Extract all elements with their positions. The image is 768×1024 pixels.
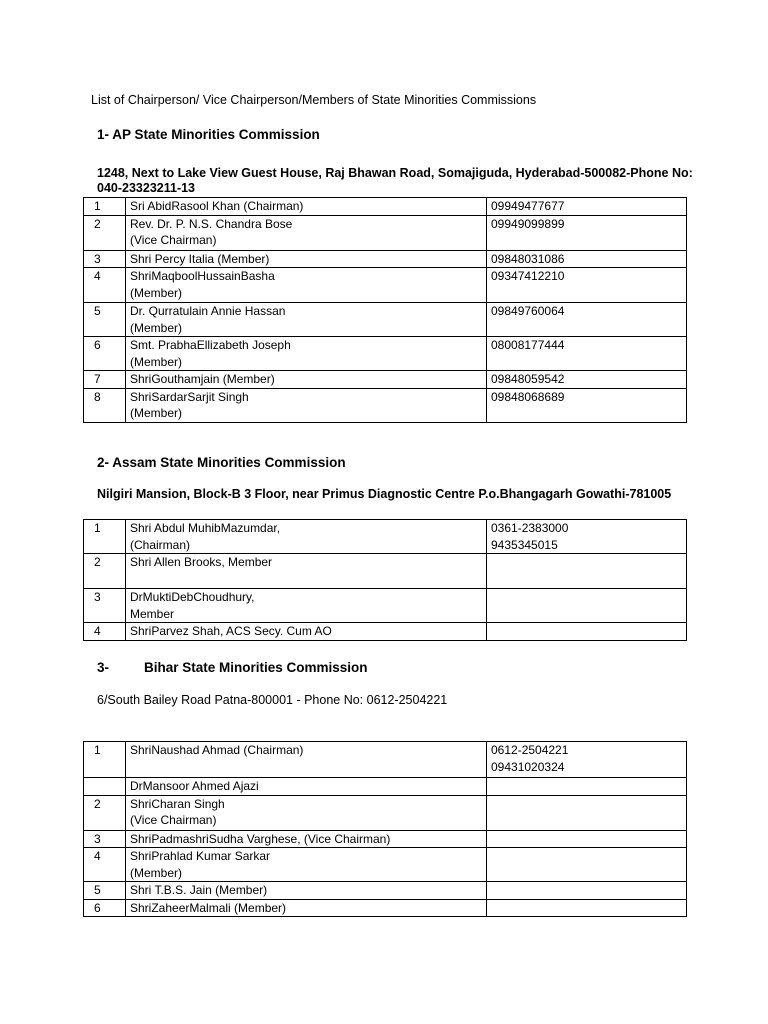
phone-cell (487, 830, 687, 848)
phone-cell (487, 554, 687, 589)
table-row (84, 268, 687, 303)
table-row (84, 778, 687, 796)
member-name-line: (Member) (130, 354, 183, 369)
table-row (84, 337, 687, 371)
section-heading-ap (97, 127, 320, 142)
row-number: 4 (84, 848, 126, 882)
row-number: 1 (84, 520, 126, 554)
member-name-cell (126, 337, 487, 371)
phone-cell (487, 303, 687, 337)
table-row (84, 899, 687, 917)
section-heading-assam (97, 455, 346, 470)
section-number: 1- (97, 127, 110, 142)
member-name-line: (Member) (130, 406, 183, 420)
table-row (84, 882, 687, 900)
phone-number: 0612-2504221 (491, 743, 569, 757)
table-row (84, 388, 687, 422)
table-row (84, 830, 687, 848)
member-name-line: ShriPadmashriSudha Varghese, (Vice Chairman) (130, 831, 391, 846)
member-name-cell (126, 589, 487, 623)
member-name-line: DrMansoor Ahmed Ajazi (130, 779, 259, 793)
phone-cell (487, 388, 687, 422)
member-name-line: ShriGouthamjain (Member) (130, 372, 275, 386)
section-heading-bihar (97, 660, 368, 675)
phone-cell (487, 795, 687, 830)
member-name-line: (Chairman) (130, 537, 191, 552)
phone-cell (487, 520, 687, 554)
member-name-cell (126, 198, 487, 216)
row-number: 4 (84, 268, 126, 303)
member-name-line: Shri Abdul MuhibMazumdar, (130, 521, 281, 535)
table-row (84, 371, 687, 389)
members-table-assam (83, 519, 687, 641)
member-name-cell (126, 250, 487, 268)
member-name-line: Dr. Qurratulain Annie Hassan (130, 304, 286, 318)
member-name-line: (Member) (130, 865, 183, 880)
member-name-line: Shri Allen Brooks, Member (130, 555, 273, 569)
member-name-line: ShriPrahlad Kumar Sarkar (130, 849, 271, 863)
phone-cell (487, 337, 687, 371)
member-name-cell (126, 899, 487, 917)
member-name-cell (126, 830, 487, 848)
section-title: Assam State Minorities Commission (112, 455, 346, 470)
row-number: 7 (84, 371, 126, 389)
phone-number: 09848059542 (491, 372, 565, 386)
member-name-line: Rev. Dr. P. N.S. Chandra Bose (130, 216, 293, 231)
member-name-line: Sri AbidRasool Khan (Chairman) (130, 199, 304, 213)
row-number: 3 (84, 250, 126, 268)
phone-cell (487, 215, 687, 250)
member-name-cell (126, 742, 487, 778)
section-address-ap: 1248, Next to Lake View Guest House, Raj Bhawan Road, Somajiguda, Hyderabad-500082-Phone No: 040-23323211-13 (97, 166, 693, 195)
phone-number: 09848031086 (491, 251, 565, 266)
row-number: 2 (84, 795, 126, 830)
members-table-ap (83, 197, 687, 423)
phone-number: 09431020324 (491, 759, 565, 774)
section-address-assam: Nilgiri Mansion, Block-B 3 Floor, near Primus Diagnostic Centre P.o.Bhangagarh Gowathi-781005 (97, 487, 672, 501)
member-name-line: Shri T.B.S. Jain (Member) (130, 883, 268, 897)
row-number: 2 (84, 554, 126, 589)
phone-cell (487, 623, 687, 641)
table-row (84, 198, 687, 216)
member-name-cell (126, 303, 487, 337)
phone-cell (487, 250, 687, 268)
section-title: Bihar State Minorities Commission (144, 660, 368, 675)
section-number: 2- (97, 455, 110, 470)
member-name-cell (126, 215, 487, 250)
phone-number: 09849760064 (491, 304, 565, 318)
table-row (84, 795, 687, 830)
row-number: 5 (84, 303, 126, 337)
member-name-line: ShriParvez Shah, ACS Secy. Cum AO (130, 624, 332, 638)
member-name-line: (Member) (130, 285, 183, 300)
phone-cell (487, 268, 687, 303)
member-name-cell (126, 268, 487, 303)
row-number: 4 (84, 623, 126, 641)
section-address-bihar: 6/South Bailey Road Patna-800001 - Phone No: 0612-2504221 (97, 693, 448, 707)
phone-number: 08008177444 (491, 338, 565, 352)
member-name-line: ShriCharan Singh (130, 796, 225, 811)
phone-number: 09848068689 (491, 389, 565, 404)
row-number: 1 (84, 742, 126, 778)
row-number: 6 (84, 337, 126, 371)
row-number: 1 (84, 198, 126, 216)
phone-number: 09949099899 (491, 216, 565, 231)
member-name-line: DrMuktiDebChoudhury, (130, 590, 255, 604)
member-name-line: Smt. PrabhaEllizabeth Joseph (130, 338, 291, 352)
phone-number: 9435345015 (491, 537, 558, 552)
member-name-line: (Vice Chairman) (130, 233, 217, 247)
member-name-line: ShriSardarSarjit Singh (130, 389, 249, 404)
section-number: 3- (97, 660, 110, 675)
member-name-cell (126, 848, 487, 882)
table-row (84, 215, 687, 250)
member-name-line: ShriNaushad Ahmad (Chairman) (130, 743, 304, 757)
table-row (84, 520, 687, 554)
member-name-line: (Vice Chairman) (130, 813, 217, 827)
members-table-bihar (83, 741, 687, 917)
phone-cell (487, 589, 687, 623)
table-row (84, 742, 687, 778)
member-name-cell (126, 623, 487, 641)
member-name-cell (126, 795, 487, 830)
phone-cell (487, 778, 687, 796)
table-row (84, 554, 687, 589)
phone-cell (487, 899, 687, 917)
member-name-line: Shri Percy Italia (Member) (130, 251, 270, 266)
document-title: List of Chairperson/ Vice Chairperson/Members of State Minorities Commissions (91, 93, 537, 107)
phone-cell (487, 371, 687, 389)
phone-cell (487, 848, 687, 882)
member-name-line: Member (130, 606, 175, 621)
row-number: 5 (84, 882, 126, 900)
table-row (84, 589, 687, 623)
member-name-cell (126, 778, 487, 796)
section-title: AP State Minorities Commission (112, 127, 320, 142)
table-row (84, 250, 687, 268)
row-number (84, 778, 126, 796)
row-number: 6 (84, 899, 126, 917)
phone-cell (487, 882, 687, 900)
phone-number: 09949477677 (491, 199, 565, 213)
table-row (84, 623, 687, 641)
member-name-cell (126, 388, 487, 422)
row-number: 2 (84, 215, 126, 250)
member-name-line: (Member) (130, 320, 183, 335)
phone-number: 09347412210 (491, 269, 565, 283)
member-name-cell (126, 371, 487, 389)
member-name-line: ShriMaqboolHussainBasha (130, 269, 275, 283)
table-row (84, 848, 687, 882)
member-name-cell (126, 882, 487, 900)
row-number: 8 (84, 388, 126, 422)
table-row (84, 303, 687, 337)
member-name-cell (126, 520, 487, 554)
row-number: 3 (84, 830, 126, 848)
row-number: 3 (84, 589, 126, 623)
member-name-line: ShriZaheerMalmali (Member) (130, 900, 287, 915)
phone-number: 0361-2383000 (491, 521, 569, 535)
phone-cell (487, 198, 687, 216)
member-name-cell (126, 554, 487, 589)
phone-cell (487, 742, 687, 778)
